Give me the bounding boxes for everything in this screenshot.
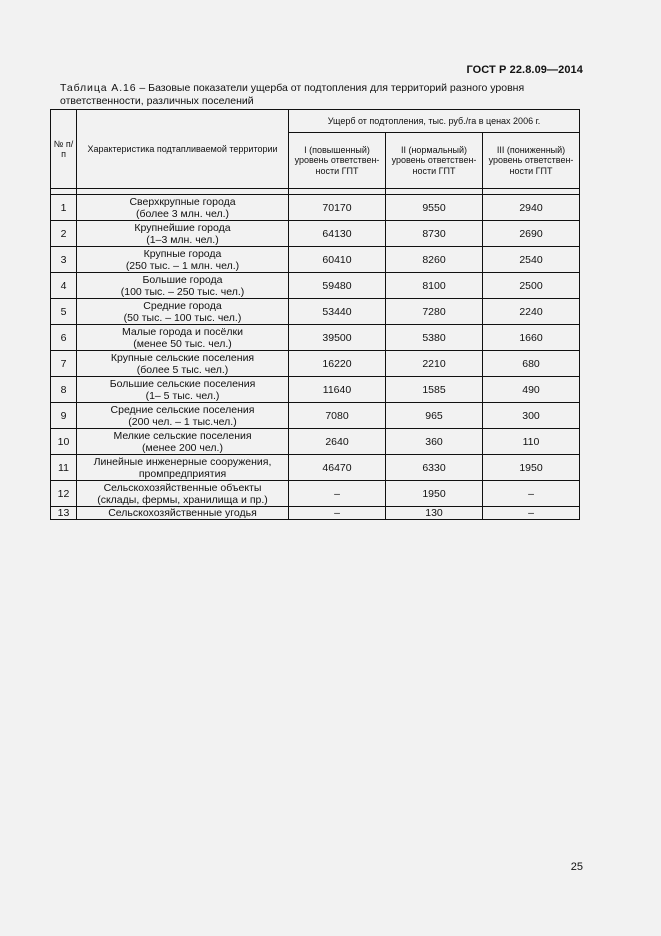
row-value-level-3: 2690 <box>483 221 580 247</box>
table-row <box>51 377 580 403</box>
row-value-level-2: 130 <box>386 507 483 520</box>
row-characteristic <box>77 507 289 520</box>
row-value-level-1: – <box>289 507 386 520</box>
row-characteristic <box>77 221 289 247</box>
row-value-level-3: 2240 <box>483 299 580 325</box>
row-characteristic-line2: (более 3 млн. чел.) <box>135 207 230 220</box>
row-value-level-3: – <box>483 507 580 520</box>
row-characteristic-line2: (1–3 млн. чел.) <box>146 233 219 246</box>
row-characteristic <box>77 325 289 351</box>
row-value-level-3: 300 <box>483 403 580 429</box>
row-characteristic-line1: Крупные сельские поселения <box>110 351 255 364</box>
row-value-level-1: 53440 <box>289 299 386 325</box>
row-value-level-3: 2540 <box>483 247 580 273</box>
row-value-level-1: – <box>289 481 386 507</box>
row-value-level-3: 1660 <box>483 325 580 351</box>
table-row <box>51 273 580 299</box>
row-characteristic <box>77 377 289 403</box>
row-value-level-1: 2640 <box>289 429 386 455</box>
row-characteristic <box>77 429 289 455</box>
row-number: 2 <box>51 221 77 247</box>
row-characteristic <box>77 351 289 377</box>
row-value-level-2: 1950 <box>386 481 483 507</box>
row-value-level-1: 39500 <box>289 325 386 351</box>
row-value-level-1: 46470 <box>289 455 386 481</box>
table-body <box>51 195 580 520</box>
row-characteristic-line1: Сельскохозяйственные угодья <box>108 506 257 519</box>
table-row <box>51 429 580 455</box>
header-damage-group: Ущерб от подтопления, тыс. руб./га в ценах 2006 г. <box>289 110 580 133</box>
row-value-level-1: 60410 <box>289 247 386 273</box>
table-row <box>51 325 580 351</box>
row-value-level-1: 7080 <box>289 403 386 429</box>
row-number: 3 <box>51 247 77 273</box>
row-characteristic-line2: (50 тыс. – 100 тыс. чел.) <box>123 311 242 324</box>
row-value-level-1: 70170 <box>289 195 386 221</box>
row-characteristic <box>77 455 289 481</box>
table-row <box>51 403 580 429</box>
table-row <box>51 247 580 273</box>
row-characteristic <box>77 273 289 299</box>
table-row <box>51 299 580 325</box>
row-characteristic-line2: (менее 200 чел.) <box>142 441 223 454</box>
row-number: 13 <box>51 507 77 520</box>
row-characteristic-line1: Средние сельские поселения <box>110 403 255 416</box>
row-characteristic-line2: (100 тыс. – 250 тыс. чел.) <box>120 285 245 298</box>
row-characteristic <box>77 299 289 325</box>
header-level-2: II (нормальный) уровень ответствен-ности ГПТ <box>386 133 483 189</box>
header-level-3: III (пониженный) уровень ответствен-ности ГПТ <box>483 133 580 189</box>
row-characteristic <box>77 403 289 429</box>
row-characteristic-line2: (1– 5 тыс. чел.) <box>145 389 220 402</box>
row-value-level-2: 7280 <box>386 299 483 325</box>
row-value-level-3: 2940 <box>483 195 580 221</box>
row-characteristic-line1: Малые города и посёлки <box>122 325 243 338</box>
row-value-level-3: – <box>483 481 580 507</box>
row-characteristic-line1: Большие города <box>142 273 223 286</box>
row-number: 10 <box>51 429 77 455</box>
row-number: 8 <box>51 377 77 403</box>
row-value-level-2: 360 <box>386 429 483 455</box>
table-caption: – Базовые показатели ущерба от подтопления для территорий разного уровня ответственности, различных поселений <box>60 82 525 107</box>
row-characteristic <box>77 481 289 507</box>
row-value-level-2: 8100 <box>386 273 483 299</box>
row-value-level-1: 11640 <box>289 377 386 403</box>
row-characteristic-line2: промпредприятия <box>138 467 227 480</box>
row-number: 9 <box>51 403 77 429</box>
row-number: 5 <box>51 299 77 325</box>
row-value-level-2: 5380 <box>386 325 483 351</box>
header-num: № п/ п <box>51 110 77 189</box>
row-value-level-1: 64130 <box>289 221 386 247</box>
row-value-level-2: 8730 <box>386 221 483 247</box>
row-value-level-1: 16220 <box>289 351 386 377</box>
row-number: 11 <box>51 455 77 481</box>
row-value-level-3: 680 <box>483 351 580 377</box>
table-row <box>51 195 580 221</box>
row-value-level-2: 1585 <box>386 377 483 403</box>
row-characteristic-line1: Крупные города <box>143 247 222 260</box>
row-characteristic-line1: Сельскохозяйственные объекты <box>103 481 262 494</box>
row-characteristic-line2: (менее 50 тыс. чел.) <box>133 337 232 350</box>
row-characteristic-line2: (200 чел. – 1 тыс.чел.) <box>128 415 237 428</box>
table-title <box>60 82 580 107</box>
row-value-level-1: 59480 <box>289 273 386 299</box>
table-row <box>51 455 580 481</box>
row-value-level-3: 1950 <box>483 455 580 481</box>
row-value-level-2: 6330 <box>386 455 483 481</box>
row-number: 1 <box>51 195 77 221</box>
table-row <box>51 221 580 247</box>
row-characteristic-line1: Крупнейшие города <box>134 221 231 234</box>
row-characteristic-line1: Мелкие сельские поселения <box>113 429 252 442</box>
row-characteristic-line2: (склады, фермы, хранилища и пр.) <box>97 493 268 506</box>
row-characteristic-line1: Сверхкрупные города <box>129 195 236 208</box>
row-characteristic-line1: Большие сельские поселения <box>109 377 256 390</box>
row-number: 12 <box>51 481 77 507</box>
row-value-level-2: 965 <box>386 403 483 429</box>
row-characteristic <box>77 195 289 221</box>
row-characteristic-line1: Линейные инженерные сооружения, <box>93 455 272 468</box>
row-value-level-2: 2210 <box>386 351 483 377</box>
header-level-1: I (повышенный) уровень ответствен-ности ГПТ <box>289 133 386 189</box>
row-characteristic-line1: Средние города <box>143 299 222 312</box>
row-characteristic-line2: (более 5 тыс. чел.) <box>136 363 229 376</box>
row-value-level-3: 490 <box>483 377 580 403</box>
table-label: Таблица А.16 <box>60 82 137 94</box>
row-value-level-2: 9550 <box>386 195 483 221</box>
page-number: 25 <box>570 861 583 873</box>
damage-table <box>50 109 580 520</box>
document-code: ГОСТ Р 22.8.09—2014 <box>466 64 583 76</box>
row-value-level-2: 8260 <box>386 247 483 273</box>
row-value-level-3: 110 <box>483 429 580 455</box>
row-number: 7 <box>51 351 77 377</box>
table-row <box>51 481 580 507</box>
row-value-level-3: 2500 <box>483 273 580 299</box>
row-characteristic-line2: (250 тыс. – 1 млн. чел.) <box>125 259 240 272</box>
row-characteristic <box>77 247 289 273</box>
table-row <box>51 507 580 520</box>
row-number: 4 <box>51 273 77 299</box>
row-number: 6 <box>51 325 77 351</box>
table-row <box>51 351 580 377</box>
header-characteristic: Характеристика подтапливаемой территории <box>77 110 289 189</box>
